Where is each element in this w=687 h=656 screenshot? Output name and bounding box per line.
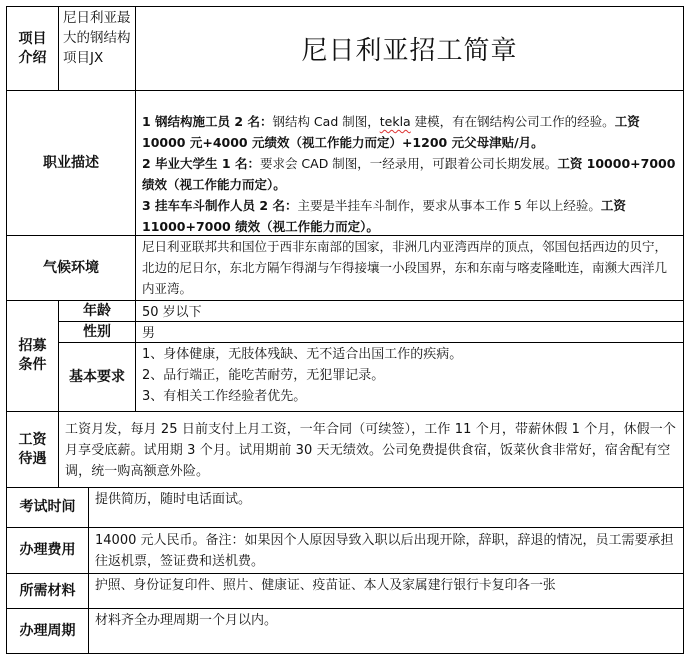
basic-req-label-cell [58,342,136,412]
climate-label: 气候环境 [43,259,99,276]
period-label-cell [6,608,89,654]
job-desc-cell [135,90,684,236]
gender-label: 性别 [83,323,111,340]
climate-text: 尼日利亚联邦共和国位于西非东南部的国家，非洲几内亚湾西岸的顶点，邻国包括西边的贝宁，北边的尼日尔，东北方隔乍得湖与乍得接壤一小段国界，东和东南与喀麦隆毗连，南濒大西洋几内亚湾。 [142,239,668,296]
period-text: 材料齐全办理周期一个月以内。 [95,613,278,628]
exam-text: 提供简历，随时电话面试。 [95,492,252,507]
recruit-label-cell [6,300,59,412]
period-text-cell [88,608,684,654]
materials-label-cell [6,573,89,609]
exam-text-cell [88,487,684,528]
age-value-cell [135,300,684,322]
exam-label: 考试时间 [19,499,76,515]
exam-label-cell [6,487,89,528]
fee-text: 14000 元人民币。备注：如果因个人原因导致入职以后出现开除，辞职，辞退的情况，员工需要承担往返机票，签证费和送机费。 [95,533,674,569]
project-intro-label: 项目介绍 [18,30,47,66]
age-label: 年龄 [83,302,111,319]
basic-req-label: 基本要求 [69,368,125,385]
page-title: 尼日利亚招工简章 [301,36,518,66]
gender-label-cell [58,321,136,343]
fee-label: 办理费用 [19,542,76,558]
fee-label-cell [6,527,89,574]
salary-label: 工资待遇 [18,431,47,467]
misspelled-word: tekla [379,114,411,129]
job-label: 职业描述 [43,154,99,171]
requirement-3: 3、有相关工作经验者优先。 [142,389,307,404]
job-item-3: 3 挂车车斗制作人员 2 名：主要是半挂车斗制作，要求从事本工作 5 年以上经验。工资 11000+7000 绩效（视工作能力而定）。 [142,198,626,234]
fee-text-cell [88,527,684,574]
job-item-1: 1 钢结构施工员 2 名：钢结构 Cad 制图，tekla 建模，有在钢结构公司工作的经验。工资 10000 元+4000 元绩效（视工作能力而定）+1200 元父母津贴/月。 [142,114,640,150]
salary-text: 工资月发，每月 25 日前支付上月工资，一年合同（可续签），工作 11 个月，带薪休假 1 个月，休假一个月享受底薪。试用期 3 个月。试用期前 30 天无绩效。公司免费提供食宿，饭菜伙食非常好，宿舍配有空调，统一购高额意外险。 [65,422,676,479]
climate-label-cell [6,235,136,301]
project-intro-label-cell [6,6,59,91]
salary-label-cell [6,411,59,488]
age-value: 50 岁以下 [142,305,202,320]
materials-label: 所需材料 [19,582,76,599]
requirement-2: 2、品行端正，能吃苦耐劳，无犯罪记录。 [142,368,385,383]
title-cell [135,6,684,91]
requirement-1: 1、身体健康，无肢体残缺、无不适合出国工作的疾病。 [142,347,463,362]
materials-text-cell [88,573,684,609]
gender-value-cell [135,321,684,343]
project-desc-cell [58,6,136,91]
materials-text: 护照、身份证复印件、照片、健康证、疫苗证、本人及家属建行银行卡复印各一张 [95,578,556,593]
period-label: 办理周期 [19,622,76,639]
recruit-label: 招募条件 [18,338,47,373]
basic-req-cell [135,342,684,412]
age-label-cell [58,300,136,322]
job-item-2: 2 毕业大学生 1 名：要求会 CAD 制图，一经录用，可跟着公司长期发展。工资 10000+7000 绩效（视工作能力而定）。 [142,156,676,192]
salary-text-cell [58,411,684,488]
project-desc: 尼日利亚最大的钢结构项目JX [63,10,131,66]
gender-value: 男 [142,326,156,341]
job-label-cell [6,90,136,236]
climate-text-cell [135,235,684,301]
